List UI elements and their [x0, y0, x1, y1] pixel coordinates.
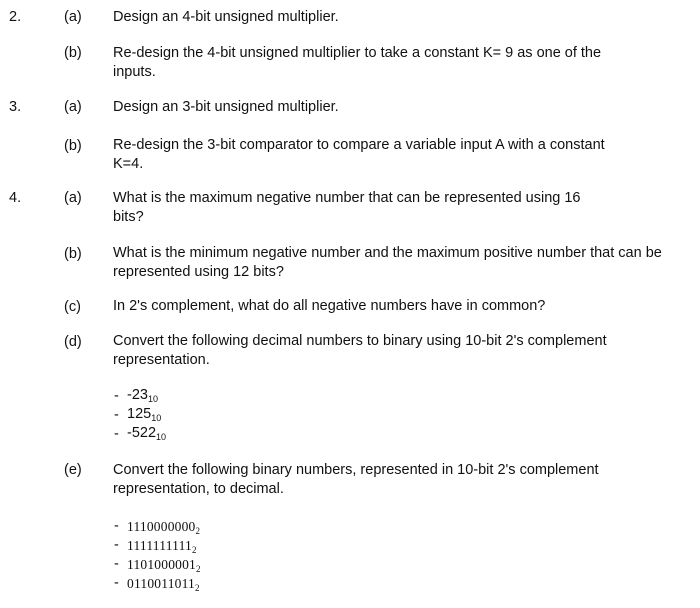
q4d-item-bullet: - [114, 407, 119, 423]
question-2-number: 2. [9, 9, 22, 25]
q2b-text-line2: inputs. [113, 64, 156, 80]
q4a-text-line1: What is the maximum negative number that can be represented using 16 [113, 190, 581, 206]
q4b-text-line1: What is the minimum negative number and the maximum positive number that can be [113, 245, 662, 261]
q4d-label: (d) [64, 334, 82, 350]
q4a-text-line2: bits? [113, 209, 144, 225]
q2b-label: (b) [64, 45, 82, 61]
q4c-label: (c) [64, 299, 81, 315]
q4d-text-line2: representation. [113, 352, 210, 368]
q3a-text: Design an 3-bit unsigned multiplier. [113, 99, 339, 115]
q4d-item: $125_{10}$ [127, 406, 162, 423]
q4e-item: $0110011011_2$ [127, 576, 200, 593]
q2a-label: (a) [64, 9, 82, 25]
q3a-label: (a) [64, 99, 82, 115]
q4e-label: (e) [64, 462, 82, 478]
q4e-item-bullet: - [114, 575, 119, 591]
q4e-text-line1: Convert the following binary numbers, represented in 10-bit 2's complement [113, 462, 599, 478]
q4d-text-line1: Convert the following decimal numbers to binary using 10-bit 2's complement [113, 333, 607, 349]
q2a-text: Design an 4-bit unsigned multiplier. [113, 9, 339, 25]
question-3-number: 3. [9, 99, 22, 115]
q4e-item: $1111111111_2$ [127, 538, 197, 555]
q3b-text-line2: K=4. [113, 156, 144, 172]
q4a-label: (a) [64, 190, 82, 206]
q4d-item: $-522_{10}$ [127, 425, 167, 442]
q4d-item-bullet: - [114, 388, 119, 404]
q4d-item-bullet: - [114, 426, 119, 442]
q3b-text-line1: Re-design the 3-bit comparator to compare a variable input A with a constant [113, 137, 605, 153]
q2b-text-line1: Re-design the 4-bit unsigned multiplier to take a constant K= 9 as one of the [113, 45, 602, 61]
q4e-item-bullet: - [114, 537, 119, 553]
q4e-text-line2: representation, to decimal. [113, 481, 284, 497]
q4e-item-bullet: - [114, 518, 119, 534]
question-4-number: 4. [9, 190, 22, 206]
q4b-text-line2: represented using 12 bits? [113, 264, 284, 280]
q3b-label: (b) [64, 138, 82, 154]
q4c-text: In 2's complement, what do all negative numbers have in common? [113, 298, 546, 314]
q4e-item-bullet: - [114, 556, 119, 572]
q4e-item: $1101000001_2$ [127, 557, 201, 574]
q4d-item: $-23_{10}$ [127, 387, 158, 404]
q4b-label: (b) [64, 246, 82, 262]
q4e-item: $1110000000_2$ [127, 519, 201, 536]
